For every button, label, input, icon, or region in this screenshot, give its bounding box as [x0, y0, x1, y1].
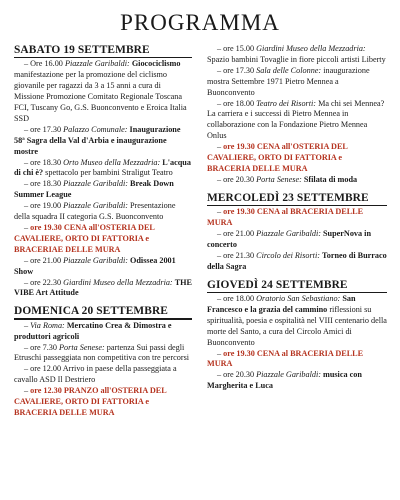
event-item: [14, 59, 192, 124]
meal-highlight: ore 19.30 CENA all'OSTERIA DEL CAVALIERE, ORTO DI FATTORIA e BRACERIAE DELLE MURA: [14, 222, 155, 254]
event-title: Odissea 2001 Show: [14, 255, 176, 276]
event-place: Giardini Museo della Mezzadria:: [256, 44, 366, 53]
event-place: Piazzale Garibaldi:: [63, 179, 128, 189]
event-item: [207, 66, 387, 99]
event-item: [14, 223, 192, 256]
event-bullet: –: [217, 174, 224, 184]
day-heading: MERCOLEDÌ 23 SETTEMBRE: [207, 191, 369, 204]
event-bullet: –: [24, 59, 31, 69]
event-title: Mercatino Crea & Dimostra e produttori agricoli: [14, 320, 172, 341]
event-place: Piazzale Garibaldi:: [256, 228, 321, 238]
event-title: Inaugurazione 58ª Sagra della Val d'Arbia e inaugurazione mostre: [14, 124, 181, 156]
event-item: [14, 256, 192, 278]
day-divider: [14, 318, 192, 319]
event-item: [207, 229, 387, 251]
event-time: ore 18.30: [30, 157, 62, 167]
event-item: [14, 278, 192, 300]
event-time: ore 17.30: [223, 65, 255, 75]
event-place: Via Roma:: [30, 320, 65, 330]
event-item: [14, 158, 192, 180]
event-place: Porta Senese:: [256, 174, 302, 184]
event-title: San Francesco e la grazia del cammino: [207, 294, 356, 314]
event-bullet: –: [217, 370, 224, 380]
event-item: [207, 349, 387, 371]
event-bullet: –: [217, 207, 224, 217]
day-divider: [207, 292, 387, 293]
event-description: partenza Sui passi degli Etruschi passeggiata non competitiva con tre percorsi: [14, 342, 190, 363]
event-bullet: –: [24, 364, 31, 374]
event-time: ore 7.30: [30, 342, 57, 352]
meal-highlight: ore 12.30 PRANZO all'OSTERIA DEL CAVALIERE, ORTO DI FATTORIA e BRACERIA DELLE MURA: [14, 386, 167, 417]
event-bullet: –: [24, 222, 31, 232]
event-title: Giocociclismo: [131, 59, 181, 69]
event-item: [207, 370, 387, 392]
event-description: inaugurazione mostra Settembre 1971 Pietro Mennea a Buonconvento: [207, 65, 370, 97]
event-item: [14, 125, 192, 158]
event-time: ore 20.30: [223, 174, 255, 184]
event-bullet: –: [217, 250, 224, 260]
event-time: Ore 16.00: [30, 59, 63, 69]
event-description: spettacolo per bambini Straligut Teatro: [45, 168, 173, 178]
event-place: Circolo dei Risorti:: [256, 250, 320, 260]
event-item: [207, 99, 387, 143]
event-description: Ma chi sei Mennea? La carriera e i successi di Pietro Mennea in collaborazione con la Fondazione Pietro Mennea Onlus: [207, 98, 385, 141]
day-heading: SABATO 19 SETTEMBRE: [14, 44, 150, 56]
event-place: Piazzale Garibaldi:: [63, 201, 128, 211]
event-description: Spazio bambini Tovaglie in fiore piccoli artisti Liberty: [207, 54, 386, 64]
event-place: Palazzo Comunale:: [63, 124, 128, 134]
day-divider: [14, 57, 192, 58]
event-bullet: –: [24, 320, 31, 330]
event-place: Orto Museo della Mezzadria:: [63, 157, 161, 167]
event-bullet: –: [217, 44, 224, 53]
event-bullet: –: [217, 142, 224, 152]
event-time: ore 19.00: [30, 201, 62, 211]
event-item: [207, 44, 387, 66]
event-description: manifestazione per la promozione del ciclismo giovanile per ragazzi da 3 a 15 anni a cura di Missione Promozione Comitato Regionale Toscana FCI, Tuscany Go, G.S. Buonconvento e Eroica Italia SSD: [14, 70, 187, 123]
event-item: [207, 142, 387, 175]
event-time: ore 21.00: [30, 255, 62, 265]
meal-highlight: ore 19.30 CENA all'OSTERIA DEL CAVALIERE, ORTO DI FATTORIA e BRACERIA DELLE MURA: [207, 142, 348, 173]
right-column: [207, 44, 387, 392]
event-bullet: –: [24, 157, 31, 167]
event-place: Porta Senese:: [59, 342, 105, 352]
event-title: Torneo di Burraco della Sagra: [207, 250, 387, 271]
meal-highlight: ore 19.30 CENA al BRACERIA DELLE MURA: [207, 207, 364, 228]
event-item: [14, 201, 192, 223]
event-item: [207, 175, 387, 186]
event-bullet: –: [217, 65, 224, 75]
event-item: [207, 251, 387, 273]
event-bullet: –: [217, 98, 224, 108]
event-place: Piazzale Garibaldi:: [256, 370, 321, 380]
event-place: Piazzale Garibaldi:: [64, 59, 130, 69]
event-item: [14, 321, 192, 343]
event-title: Break Down Summer League: [14, 179, 174, 200]
event-bullet: –: [24, 277, 31, 287]
event-title: Sfilata di moda: [303, 174, 358, 184]
event-title: L'acqua di chi è?: [14, 157, 191, 178]
event-place: Teatro dei Risorti:: [256, 98, 317, 108]
event-item: [14, 343, 192, 365]
event-bullet: –: [217, 294, 224, 303]
event-description: Presentazione della squadra II categoria G.S. Buonconvento: [14, 201, 176, 222]
event-bullet: –: [217, 228, 224, 238]
event-time: ore 21.00: [223, 228, 255, 238]
meal-highlight: ore 19.30 CENA al BRACERIA DELLE MURA: [207, 348, 364, 369]
event-time: ore 15.00: [223, 44, 255, 53]
event-title: musica con Margherita e Luca: [207, 370, 362, 391]
left-column: [14, 44, 192, 419]
event-time: ore 22.30: [30, 277, 62, 287]
page-title: PROGRAMMA: [120, 10, 280, 35]
event-title: SuperNova in concerto: [207, 228, 371, 249]
event-place: Oratorio San Sebastiano:: [256, 294, 341, 303]
event-item: [14, 386, 192, 419]
event-place: Giardini Museo della Mezzadria:: [63, 277, 173, 287]
event-item: [207, 294, 387, 349]
event-title: THE VIBE Art Attitude: [14, 277, 193, 298]
event-place: Piazzale Garibaldi:: [63, 255, 128, 265]
event-time: ore 18.00: [223, 98, 255, 108]
event-time: ore 20.30: [223, 370, 255, 380]
event-time: ore 21.30: [223, 250, 255, 260]
event-bullet: –: [24, 386, 31, 396]
event-place: Sala delle Colonne:: [256, 65, 322, 75]
event-time: ore 12.00: [30, 364, 62, 374]
event-bullet: –: [24, 124, 31, 134]
event-bullet: –: [24, 342, 31, 352]
day-heading: GIOVEDÌ 24 SETTEMBRE: [207, 278, 348, 291]
event-description: riflessioni su spiritualità, poesia e ospitalità nel VIII centenario della morte del Santo, a cura del Circolo Amici di Buonconvento: [207, 304, 387, 347]
event-bullet: –: [24, 179, 31, 189]
event-bullet: –: [24, 255, 31, 265]
event-time: ore 17.30: [30, 124, 62, 134]
event-item: [207, 207, 387, 229]
event-bullet: –: [24, 201, 31, 211]
event-item: [14, 179, 192, 201]
event-item: [14, 364, 192, 386]
day-heading: DOMENICA 20 SETTEMBRE: [14, 305, 168, 318]
event-bullet: –: [217, 348, 224, 358]
event-time: ore 18.30: [30, 179, 62, 189]
event-description: Arrivo in paese della passeggiata a cavallo ASD Il Destriero: [14, 364, 177, 385]
event-time: ore 18.00: [223, 294, 255, 303]
day-divider: [207, 205, 387, 206]
